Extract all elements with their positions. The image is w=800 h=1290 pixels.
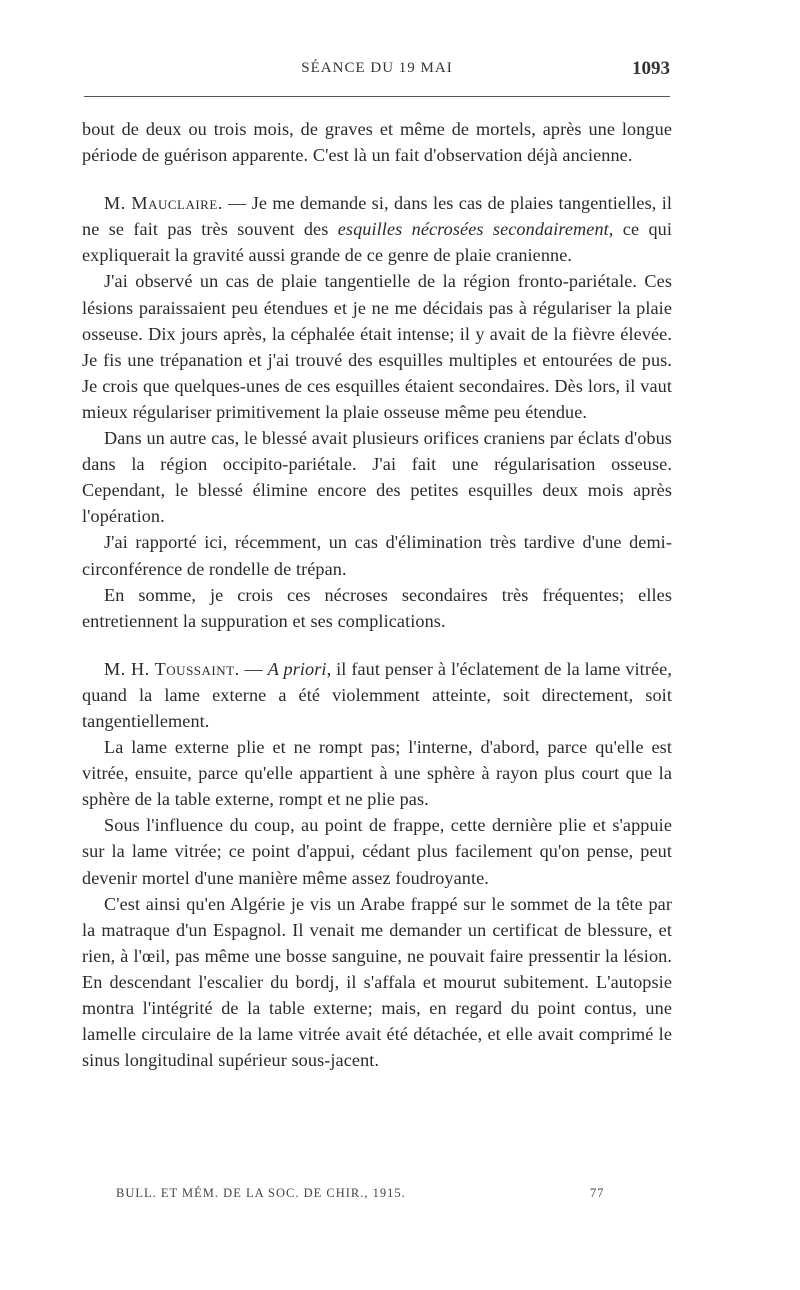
speaker-name: M. H. Toussaint. [104,658,240,679]
signature-mark: 77 [590,1186,605,1200]
paragraph-text: , ce qui expliquerait la gravité aussi grande de ce genre de plaie cranienne. [82,219,673,266]
paragraph: J'ai observé un cas de plaie tangentielle de la région fronto-pariétale. Ces lésions paraissaient peu étendues et je ne me décidais pas à régulariser la plaie osseuse. Dix jours après, la céphalée était intense; il y avait de la fièvre élevée. Je fis une trépanation et j'ai trouvé des esquilles multiples et entourées de pus. Je crois que quelques-unes de ces esquilles étaient secondaires. Dès lors, il vaut mieux régulariser primitivement la plaie osseuse même peu étendue. [82,271,672,422]
paragraph: J'ai rapporté ici, récemment, un cas d'élimination très tardive d'une demi-circonférence de rondelle de trépan. [82,532,672,579]
dash: — [239,658,268,679]
paragraph: En somme, je crois ces nécroses secondaires très fréquentes; elles entretiennent la suppuration et ses complications. [82,584,672,631]
running-title: SÉANCE DU 19 MAI [301,60,453,76]
page-number: 1093 [632,58,670,79]
section-gap [82,168,672,190]
running-head [82,60,672,84]
paragraph: Sous l'influence du coup, au point de frappe, cette dernière plie et s'appuie sur la lame vitrée; ce point d'appui, cédant plus facilement qu'on pense, peut devenir mortel d'une manière même assez foudroyante. [82,815,672,888]
paragraph-toussaint-intro [82,656,672,734]
body-text [82,116,672,1073]
paragraph-text: , il faut penser à l'éclatement de la lame vitrée, quand la lame externe a été violemment atteinte, soit directement, soit tangentiellement. [82,658,672,731]
paragraph: La lame externe plie et ne rompt pas; l'interne, d'abord, parce qu'elle est vitrée, ensuite, parce qu'elle appartient à une sphère à rayon plus court que la sphère de la table externe, rompt et ne plie pas. [82,737,672,810]
page-footer [82,1186,672,1206]
paragraph-continuation: bout de deux ou trois mois, de graves et même de mortels, après une longue période de guérison apparente. C'est là un fait d'observation déjà ancienne. [82,119,672,166]
italic-term: esquilles nécrosées secondairement [337,219,609,240]
paragraph-text: — Je me demande si, dans les cas de plaies tangentielles, il ne se fait pas très souvent des [82,193,672,240]
header-rule [84,96,670,97]
footer-citation: BULL. ET MÉM. DE LA SOC. DE CHIR., 1915. [116,1186,406,1200]
paragraph: C'est ainsi qu'en Algérie je vis un Arabe frappé sur le sommet de la tête par la matraque d'un Espagnol. Il venait me demander un certificat de blessure, et rien, à l'œil, pas même une bosse sanguine, ne pouvait faire pressentir la lésion. En descendant l'escalier du bordj, il s'affala et mourut subitement. L'autopsie montra l'intégrité de la table externe; mais, en regard du point contus, une lamelle circulaire de la lame vitrée avait été détachée, et elle avait comprimé le sinus longitudinal supérieur sous-jacent. [82,893,672,1071]
paragraph-mauclaire-intro [82,190,672,268]
section-gap [82,634,672,656]
speaker-name: M. Mauclaire. [104,193,223,214]
paragraph: Dans un autre cas, le blessé avait plusieurs orifices craniens par éclats d'obus dans la région occipito-pariétale. J'ai fait une régularisation osseuse. Cependant, le blessé élimine encore des petites esquilles deux mois après l'opération. [82,428,672,527]
italic-term: A priori [267,658,327,679]
